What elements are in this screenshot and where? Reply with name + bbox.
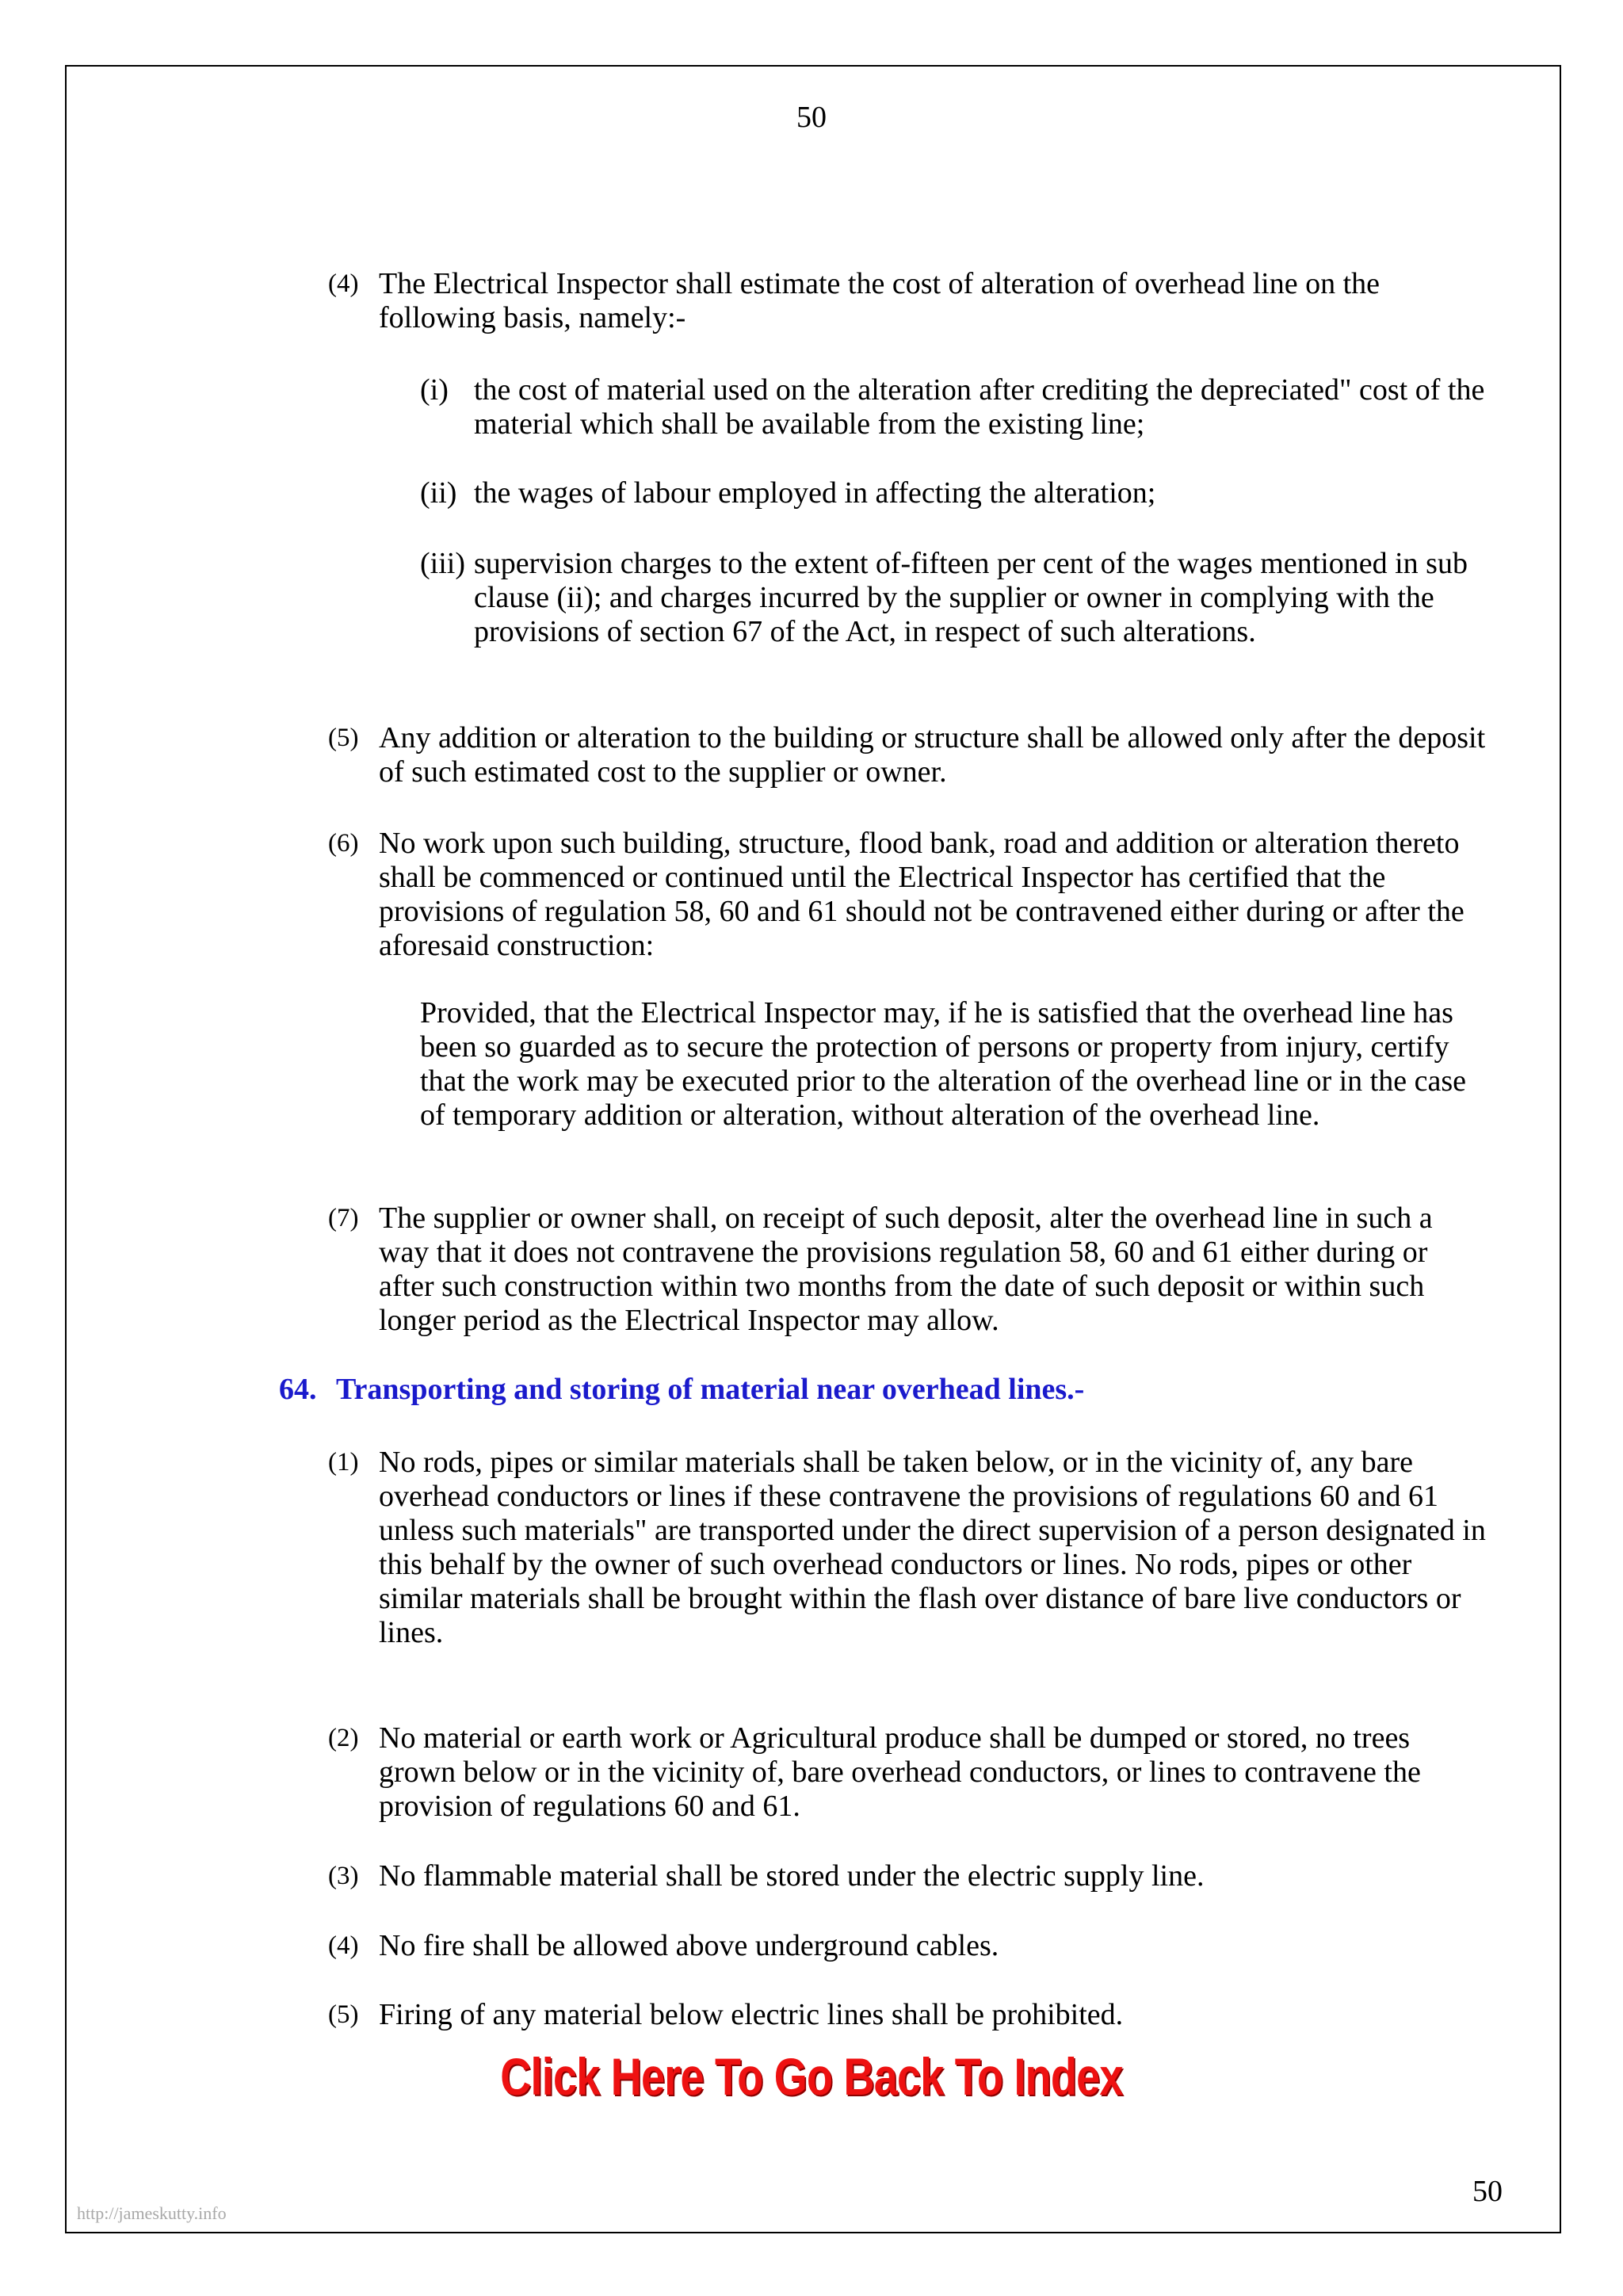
clause-text: No flammable material shall be stored under the electric supply line. <box>379 1859 1205 1893</box>
clause-number: (4) <box>328 1931 359 1960</box>
back-to-index-link[interactable]: Click Here To Go Back To Index <box>500 2047 1123 2106</box>
site-url-watermark: http://jameskutty.info <box>77 2203 227 2223</box>
clause-text: No rods, pipes or similar materials shall be taken below, or in the vicinity of, any bare overhead conductors or lines if these contravene the provisions of regulations 60 and 61 unless such materials" are transported under the direct supervision of a person designated in this behalf by the owner of such overhead conductors or lines. No rods, pipes or other similar materials shall be brought within the flash over distance of bare live conductors or lines. <box>379 1446 1486 1649</box>
subclause-text: the cost of material used on the alteration after crediting the depreciated" cost of the material which shall be available from the existing line; <box>474 373 1485 441</box>
clause-text: Any addition or alteration to the building or structure shall be allowed only after the deposit of such estimated cost to the supplier or owner. <box>379 721 1486 789</box>
clause-number: (5) <box>328 2000 359 2029</box>
clause-text: The supplier or owner shall, on receipt of such deposit, alter the overhead line in such a way that it does not contravene the provisions regulation 58, 60 and 61 either during or after such construction within two months from the date of such deposit or within such longer period as the Electrical Inspector may allow. <box>379 1201 1433 1337</box>
clause-number: (6) <box>328 829 359 858</box>
clause-number: (4) <box>328 269 359 298</box>
clause-number: (5) <box>328 724 359 752</box>
proviso-text: Provided, that the Electrical Inspector may, if he is satisfied that the overhead line has been so guarded as to secure the protection of persons or property from injury, certify that the work may be executed prior to the alteration of the overhead line or in the case of temporary addition or alteration, without alteration of the overhead line. <box>420 996 1466 1132</box>
section-heading <box>279 1373 1084 1407</box>
section-number: 64. <box>279 1373 317 1406</box>
clause-number: (7) <box>328 1204 359 1232</box>
subclause-number: (i) <box>420 373 449 407</box>
section-title: Transporting and storing of material near overhead lines.- <box>336 1373 1085 1406</box>
clause-text: No material or earth work or Agricultural produce shall be dumped or stored, no trees grown below or in the vicinity of, bare overhead conductors, or lines to contravene the provision of regulations 60 and 61. <box>379 1721 1421 1823</box>
page-number-bottom: 50 <box>1472 2175 1503 2208</box>
clause-text: The Electrical Inspector shall estimate the cost of alteration of overhead line on the following basis, namely:- <box>379 267 1380 334</box>
clause-text: No work upon such building, structure, flood bank, road and addition or alteration thereto shall be commenced or continued until the Electrical Inspector has certified that the provisions of regulation 58, 60 and 61 should not be contravened either during or after the aforesaid construction: <box>379 827 1465 962</box>
page-number-top: 50 <box>796 101 827 134</box>
clause-number: (3) <box>328 1862 359 1890</box>
clause-number: (1) <box>328 1448 359 1477</box>
subclause-number: (iii) <box>420 547 465 580</box>
subclause-text: the wages of labour employed in affecting the alteration; <box>474 476 1156 510</box>
clause-text: No fire shall be allowed above underground cables. <box>379 1929 999 1962</box>
clause-number: (2) <box>328 1724 359 1752</box>
subclause-number: (ii) <box>420 476 457 510</box>
subclause-text: supervision charges to the extent of-fifteen per cent of the wages mentioned in sub clause (ii); and charges incurred by the supplier or owner in complying with the provisions of section 67 of the Act, in respect of such alterations. <box>474 547 1468 648</box>
clause-text: Firing of any material below electric lines shall be prohibited. <box>379 1998 1124 2031</box>
